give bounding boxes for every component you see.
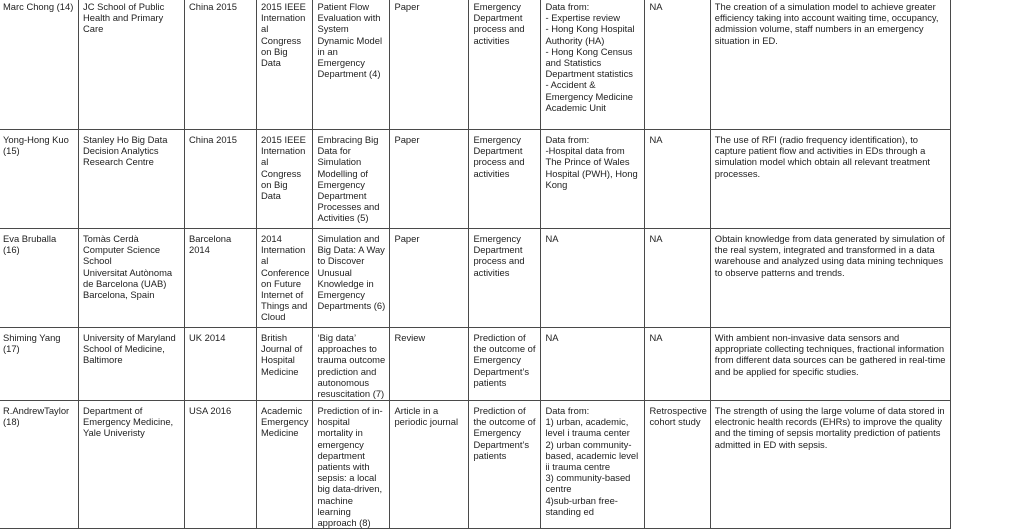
institution-cell: Department of Emergency Medicine, Yale Univeristy	[79, 401, 185, 529]
country-year-cell: China 2015	[185, 0, 257, 130]
venue-cell: 2014 Internation al Conference on Future Internet of Things and Cloud	[257, 229, 313, 328]
focus-cell: Emergency Department process and activities	[469, 130, 541, 229]
institution-cell: University of Maryland School of Medicine, Baltimore	[79, 328, 185, 401]
focus-cell: Emergency Department process and activities	[469, 0, 541, 130]
focus-cell: Emergency Department process and activities	[469, 229, 541, 328]
study-design-cell: Retrospective cohort study	[645, 401, 710, 529]
data-source-cell: NA	[541, 328, 645, 401]
country-year-cell: China 2015	[185, 130, 257, 229]
focus-cell: Prediction of the outcome of Emergency Department’s patients	[469, 328, 541, 401]
study-design-cell: NA	[645, 130, 710, 229]
summary-cell: The creation of a simulation model to achieve greater efficiency taking into account waiting time, occupancy, admission volume, staff numbers in an emergency situation in ED.	[710, 0, 950, 130]
country-year-cell: USA 2016	[185, 401, 257, 529]
type-cell: Article in a periodic journal	[390, 401, 469, 529]
summary-cell: Obtain knowledge from data generated by simulation of the real system, integrated and transformed in a data warehouse and analyzed using data mining techniques to observe patterns and trends.	[710, 229, 950, 328]
author-cell: Shiming Yang (17)	[0, 328, 79, 401]
title-cell: Prediction of in-hospital mortality in emergency department patients with sepsis: a local big data-driven, machine learning approach (8)	[313, 401, 390, 529]
data-source-cell: Data from: -Hospital data from The Prince of Wales Hospital (PWH), Hong Kong	[541, 130, 645, 229]
table-row	[0, 0, 950, 130]
study-design-cell: NA	[645, 328, 710, 401]
venue-cell: 2015 IEEE Internation al Congress on Big Data	[257, 0, 313, 130]
author-cell: Eva Bruballa (16)	[0, 229, 79, 328]
summary-cell: With ambient non-invasive data sensors and appropriate collecting techniques, fractional information from different data sources can be gathered in real-time and be applied for specific studies.	[710, 328, 950, 401]
table-row	[0, 130, 950, 229]
title-cell: Embracing Big Data for Simulation Modelling of Emergency Department Processes and Activities (5)	[313, 130, 390, 229]
institution-cell: Tomàs Cerdà Computer Science School Universitat Autònoma de Barcelona (UAB) Barcelona, Spain	[79, 229, 185, 328]
title-cell: Patient Flow Evaluation with System Dynamic Model in an Emergency Department (4)	[313, 0, 390, 130]
table-row	[0, 229, 950, 328]
type-cell: Paper	[390, 0, 469, 130]
institution-cell: Stanley Ho Big Data Decision Analytics Research Centre	[79, 130, 185, 229]
author-cell: Marc Chong (14)	[0, 0, 79, 130]
title-cell: Simulation and Big Data: A Way to Discover Unusual Knowledge in Emergency Departments (6)	[313, 229, 390, 328]
table-row	[0, 328, 950, 401]
institution-cell: JC School of Public Health and Primary Care	[79, 0, 185, 130]
type-cell: Review	[390, 328, 469, 401]
summary-cell: The strength of using the large volume of data stored in electronic health records (EHRs) to improve the quality and the timing of sepsis mortality prediction of patients admitted in ED with sepsis.	[710, 401, 950, 529]
country-year-cell: Barcelona 2014	[185, 229, 257, 328]
data-source-cell: Data from: 1) urban, academic, level i trauma center 2) urban community-based, academic level ii trauma centre 3) community-based centre 4)sub-urban free-standing ed	[541, 401, 645, 529]
study-design-cell: NA	[645, 229, 710, 328]
summary-cell: The use of RFI (radio frequency identification), to capture patient flow and activities in EDs through a simulation model which obtain all relevant treatment processes.	[710, 130, 950, 229]
title-cell: ‘Big data’ approaches to trauma outcome prediction and autonomous resuscitation (7)	[313, 328, 390, 401]
type-cell: Paper	[390, 130, 469, 229]
venue-cell: Academic Emergency Medicine	[257, 401, 313, 529]
author-cell: Yong-Hong Kuo (15)	[0, 130, 79, 229]
venue-cell: British Journal of Hospital Medicine	[257, 328, 313, 401]
data-source-cell: NA	[541, 229, 645, 328]
study-design-cell: NA	[645, 0, 710, 130]
table-row	[0, 401, 950, 529]
venue-cell: 2015 IEEE Internation al Congress on Big Data	[257, 130, 313, 229]
country-year-cell: UK 2014	[185, 328, 257, 401]
focus-cell: Prediction of the outcome of Emergency Department’s patients	[469, 401, 541, 529]
data-source-cell: Data from: - Expertise review - Hong Kong Hospital Authority (HA) - Hong Kong Census and Statistics Department statistics - Accident & Emergency Medicine Academic Unit	[541, 0, 645, 130]
author-cell: R.AndrewTaylor (18)	[0, 401, 79, 529]
type-cell: Paper	[390, 229, 469, 328]
